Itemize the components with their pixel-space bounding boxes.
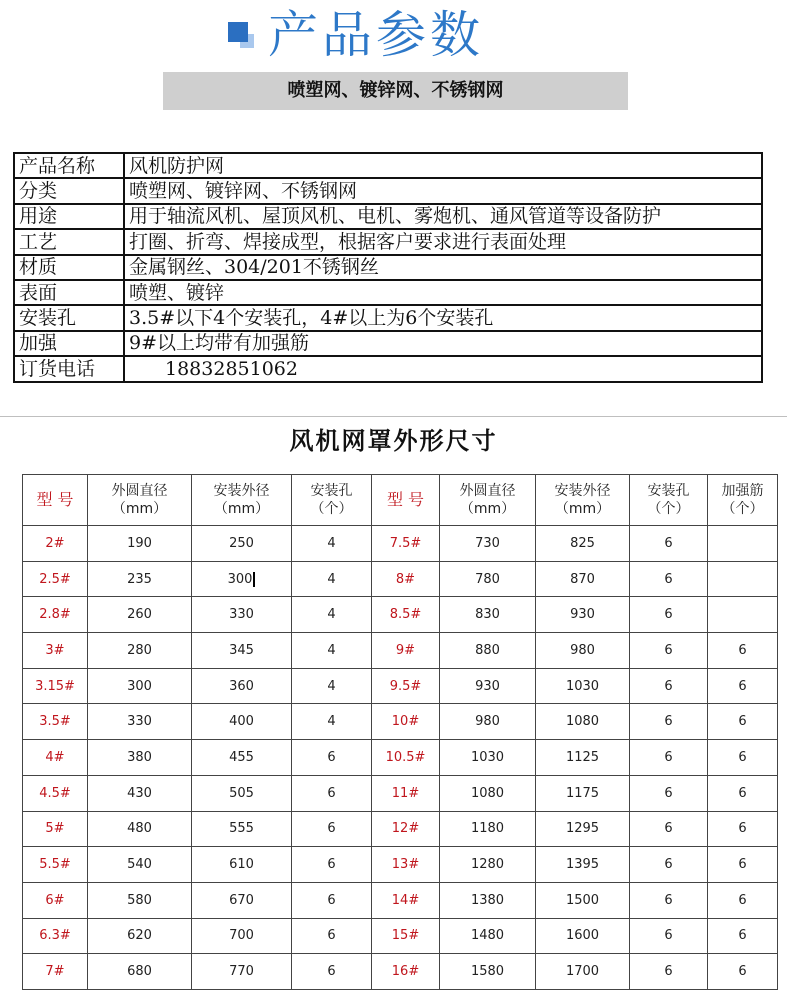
dims-cell: 1175 [536,775,630,811]
dims-header-text: （mm） [554,501,611,517]
param-key: 加强 [14,331,124,356]
model-cell: 3# [23,633,88,669]
dims-cell: 4 [292,668,372,704]
product-params-table [13,152,763,383]
dims-cell: 380 [88,740,192,776]
param-key: 材质 [14,255,124,280]
dims-header-text: （个） [310,501,353,517]
dims-row [23,918,778,954]
model-cell: 3.5# [23,704,88,740]
dims-cell: 330 [192,597,292,633]
dims-cell: 4 [292,561,372,597]
dims-cell: 700 [192,918,292,954]
dims-cell: 400 [192,704,292,740]
dims-header-cell [708,475,778,526]
dims-cell: 540 [88,847,192,883]
dims-row [23,775,778,811]
dims-cell: 235 [88,561,192,597]
dims-cell: 580 [88,882,192,918]
param-row [14,204,762,229]
dims-cell: 300 [192,561,292,597]
dims-cell: 1380 [440,882,536,918]
dims-cell: 555 [192,811,292,847]
dims-cell: 6 [292,918,372,954]
dims-cell [708,561,778,597]
dims-cell: 620 [88,918,192,954]
dims-cell: 300 [88,668,192,704]
dims-cell: 780 [440,561,536,597]
dims-cell: 6 [630,668,708,704]
param-value: 用于轴流风机、屋顶风机、电机、雾炮机、通风管道等设备防护 [124,204,762,229]
dims-cell: 1080 [440,775,536,811]
param-value: 打圈、折弯、焊接成型，根据客户要求进行表面处理 [124,229,762,254]
dims-cell: 6 [708,954,778,990]
model-cell: 2.5# [23,561,88,597]
model-cell: 11# [372,775,440,811]
dims-header-cell [630,475,708,526]
dims-header-text: （个） [721,501,764,517]
model-cell: 2.8# [23,597,88,633]
model-cell: 2# [23,526,88,562]
dims-header-text: 型 号 [36,490,74,509]
model-cell: 10.5# [372,740,440,776]
model-cell: 9# [372,633,440,669]
dims-cell: 4 [292,597,372,633]
dims-row [23,882,778,918]
model-cell: 15# [372,918,440,954]
model-cell: 5.5# [23,847,88,883]
dims-cell: 1125 [536,740,630,776]
dims-header-cell [292,475,372,526]
param-key: 分类 [14,178,124,203]
dims-cell: 1500 [536,882,630,918]
dims-cell: 4 [292,633,372,669]
dims-row [23,704,778,740]
dims-cell: 980 [536,633,630,669]
dims-cell: 6 [708,847,778,883]
dims-cell: 680 [88,954,192,990]
param-key: 订货电话 [14,356,124,381]
model-cell: 4.5# [23,775,88,811]
dims-row [23,954,778,990]
dims-header-text: 外圆直径 [111,483,168,499]
dims-cell: 6 [630,704,708,740]
dims-cell: 1030 [536,668,630,704]
dims-cell: 1580 [440,954,536,990]
param-value: 喷塑网、镀锌网、不锈钢网 [124,178,762,203]
dims-cell: 330 [88,704,192,740]
dims-header-text: （mm） [111,501,168,517]
dimensions-title: 风机网罩外形尺寸 [289,426,498,455]
dims-cell: 1280 [440,847,536,883]
param-row [14,356,762,381]
dims-header-text: 安装外径 [554,483,611,499]
dims-header-text: （个） [647,501,690,517]
param-key: 工艺 [14,229,124,254]
dims-cell: 6 [630,954,708,990]
dims-cell: 6 [708,668,778,704]
dims-row [23,561,778,597]
dims-cell: 280 [88,633,192,669]
dims-cell: 870 [536,561,630,597]
dims-cell: 980 [440,704,536,740]
dims-cell: 360 [192,668,292,704]
param-value: 喷塑、镀锌 [124,280,762,305]
dims-row [23,526,778,562]
dims-header-text: 安装孔 [310,483,353,499]
param-row [14,280,762,305]
dims-cell [708,526,778,562]
param-key: 安装孔 [14,305,124,330]
dims-cell: 6 [630,918,708,954]
dims-cell: 6 [708,811,778,847]
dims-cell: 480 [88,811,192,847]
dims-row [23,847,778,883]
dims-header-text: （mm） [213,501,270,517]
param-row [14,331,762,356]
model-cell: 7# [23,954,88,990]
dims-cell: 1395 [536,847,630,883]
dims-cell: 1700 [536,954,630,990]
dims-header-cell [372,475,440,526]
dims-cell: 6 [708,775,778,811]
model-cell: 5# [23,811,88,847]
model-cell: 4# [23,740,88,776]
param-row [14,153,762,178]
model-cell: 3.15# [23,668,88,704]
dims-row [23,597,778,633]
dims-cell: 930 [536,597,630,633]
page-header [0,0,787,70]
dims-cell: 825 [536,526,630,562]
dims-header-cell [23,475,88,526]
dims-cell: 6 [292,882,372,918]
param-key: 用途 [14,204,124,229]
dims-cell: 830 [440,597,536,633]
dims-cell: 260 [88,597,192,633]
dims-cell: 1600 [536,918,630,954]
model-cell: 12# [372,811,440,847]
dimensions-table [22,474,778,990]
dims-row [23,668,778,704]
dims-cell: 6 [292,811,372,847]
dims-cell: 880 [440,633,536,669]
dims-cell: 6 [708,633,778,669]
dims-cell: 6 [630,740,708,776]
dims-cell: 345 [192,633,292,669]
dimensions-header-row [23,475,778,526]
param-value: 3.5#以下4个安装孔，4#以上为6个安装孔 [124,305,762,330]
dims-header-cell [88,475,192,526]
dims-header-text: （mm） [459,501,516,517]
dims-cell: 6 [292,954,372,990]
text-cursor-mark [253,572,255,587]
dims-cell: 6 [708,882,778,918]
dims-cell: 6 [708,704,778,740]
model-cell: 16# [372,954,440,990]
dims-header-text: 加强筋 [721,483,764,499]
dims-cell: 6 [708,740,778,776]
dims-header-text: 安装孔 [647,483,690,499]
model-cell: 8# [372,561,440,597]
dims-cell: 505 [192,775,292,811]
model-cell: 9.5# [372,668,440,704]
dims-cell: 770 [192,954,292,990]
param-row [14,178,762,203]
dims-cell: 730 [440,526,536,562]
square-bullet-icon [228,22,248,42]
dims-row [23,633,778,669]
dims-header-text: 安装外径 [213,483,270,499]
dims-cell: 6 [630,526,708,562]
dims-cell: 6 [630,775,708,811]
dims-cell: 430 [88,775,192,811]
dims-cell: 6 [292,775,372,811]
param-row [14,305,762,330]
dims-cell: 6 [630,847,708,883]
dims-header-text: 型 号 [386,490,425,509]
section-divider [0,416,787,417]
dims-cell [708,597,778,633]
dims-header-cell [440,475,536,526]
dims-cell: 1180 [440,811,536,847]
model-cell: 7.5# [372,526,440,562]
model-cell: 6.3# [23,918,88,954]
dims-cell: 930 [440,668,536,704]
dims-cell: 1295 [536,811,630,847]
dims-cell: 1480 [440,918,536,954]
subtitle-banner: 喷塑网、镀锌网、不锈钢网 [163,72,628,110]
param-row [14,255,762,280]
param-value: 金属钢丝、304/201不锈钢丝 [124,255,762,280]
dims-row [23,811,778,847]
dims-cell: 6 [292,847,372,883]
dims-header-cell [536,475,630,526]
dims-row [23,740,778,776]
dims-cell: 455 [192,740,292,776]
dims-cell: 670 [192,882,292,918]
dims-cell: 6 [630,633,708,669]
model-cell: 10# [372,704,440,740]
dims-cell: 6 [630,561,708,597]
dims-cell: 1080 [536,704,630,740]
dims-cell: 6 [708,918,778,954]
dims-cell: 6 [630,597,708,633]
page-title: 产品参数 [268,6,484,64]
model-cell: 6# [23,882,88,918]
dims-header-cell [192,475,292,526]
model-cell: 14# [372,882,440,918]
dims-cell: 6 [292,740,372,776]
dims-cell: 6 [630,811,708,847]
dims-header-text: 外圆直径 [459,483,516,499]
param-value: 18832851062 [124,356,762,381]
dims-cell: 4 [292,526,372,562]
param-row [14,229,762,254]
dims-cell: 190 [88,526,192,562]
dims-cell: 1030 [440,740,536,776]
param-key: 产品名称 [14,153,124,178]
param-key: 表面 [14,280,124,305]
dims-cell: 6 [630,882,708,918]
dims-cell: 250 [192,526,292,562]
param-value: 风机防护网 [124,153,762,178]
param-value: 9#以上均带有加强筋 [124,331,762,356]
model-cell: 8.5# [372,597,440,633]
dims-cell: 610 [192,847,292,883]
model-cell: 13# [372,847,440,883]
dims-cell: 4 [292,704,372,740]
